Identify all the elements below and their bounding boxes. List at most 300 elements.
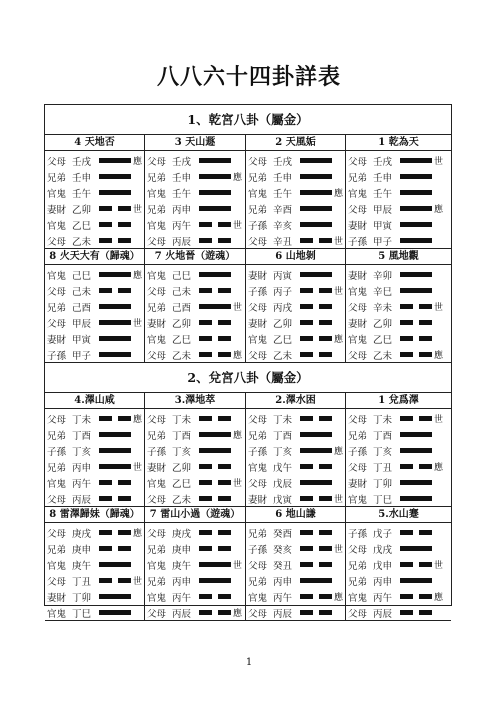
yang-line-bar <box>400 174 432 179</box>
yao-line <box>348 426 449 442</box>
yin-bar-segment <box>300 562 313 567</box>
yin-bar-segment <box>99 578 112 583</box>
yang-bar <box>199 206 231 211</box>
yin-bar-segment <box>419 336 432 341</box>
yin-line-bar <box>199 238 231 243</box>
six-relative: 父母 <box>248 303 268 314</box>
ganzhi: 丙午 <box>273 593 293 604</box>
yao-line <box>147 314 244 330</box>
ganzhi: 丙辰 <box>273 609 293 620</box>
yang-line-bar <box>199 304 231 309</box>
six-relative: 兄弟 <box>47 431 67 442</box>
yang-line-bar <box>199 578 231 583</box>
six-relative: 父母 <box>248 237 268 248</box>
ganzhi: 丙子 <box>273 287 293 298</box>
yin-bar-segment <box>319 594 332 599</box>
yao-line <box>47 410 143 426</box>
yao-line <box>47 426 143 442</box>
ganzhi: 丁巳 <box>373 495 393 506</box>
yin-bar-segment <box>218 222 231 227</box>
yang-line-bar <box>300 480 332 485</box>
hexagram-name: 5.水山蹇 <box>346 507 451 523</box>
six-relative: 子孫 <box>47 447 67 458</box>
yang-line-bar <box>199 562 231 567</box>
ganzhi: 壬申 <box>172 173 192 184</box>
ganzhi: 戊辰 <box>273 479 293 490</box>
yao-line <box>47 346 143 362</box>
yin-bar-segment <box>419 610 432 615</box>
yin-bar-segment <box>99 206 112 211</box>
six-relative: 兄弟 <box>147 173 167 184</box>
yin-line-bar <box>199 416 231 421</box>
yang-line-bar <box>99 448 131 453</box>
ganzhi: 丙申 <box>72 463 92 474</box>
yao-line <box>47 298 143 314</box>
ying-marker: 應 <box>133 529 143 539</box>
yao-line <box>248 588 344 604</box>
yin-bar-segment <box>218 238 231 243</box>
ganzhi: 丁丑 <box>72 577 92 588</box>
shi-marker: 世 <box>233 221 243 231</box>
yang-line-bar <box>199 174 231 179</box>
ganzhi: 辛巳 <box>373 287 393 298</box>
yao-line <box>348 346 449 362</box>
section-heading: 2、兌宮八卦（屬金） <box>45 363 451 393</box>
yin-line-bar <box>400 594 432 599</box>
ganzhi: 丙午 <box>373 593 393 604</box>
yao-line <box>348 442 449 458</box>
yin-bar-segment <box>199 288 212 293</box>
ganzhi: 壬戌 <box>273 157 293 168</box>
yin-bar-segment <box>118 416 131 421</box>
yin-bar-segment <box>199 496 212 501</box>
yin-bar-segment <box>419 320 432 325</box>
yao-line <box>348 604 449 620</box>
yin-bar-segment <box>199 416 212 421</box>
ganzhi: 丙午 <box>172 593 192 604</box>
yao-line <box>47 604 143 620</box>
hexagram-name: 2 天風姤 <box>246 135 346 151</box>
yang-bar <box>400 158 432 163</box>
yang-line-bar <box>99 174 131 179</box>
yao-line <box>248 232 344 248</box>
yin-line-bar <box>400 352 432 357</box>
yao-line <box>248 298 344 314</box>
ganzhi: 己巳 <box>72 271 92 282</box>
yin-bar-segment <box>319 352 332 357</box>
yao-line <box>147 426 244 442</box>
yao-line <box>47 474 143 490</box>
six-relative: 官鬼 <box>348 287 368 298</box>
six-relative: 父母 <box>147 157 167 168</box>
ganzhi: 壬戌 <box>373 157 393 168</box>
yin-line-bar <box>400 530 432 535</box>
yin-bar-segment <box>99 530 112 535</box>
yin-line-bar <box>400 562 432 567</box>
yin-line-bar <box>199 594 231 599</box>
yang-line-bar <box>400 288 432 293</box>
page-number: 1 <box>245 657 253 668</box>
six-relative: 父母 <box>47 577 67 588</box>
ganzhi: 乙卯 <box>172 463 192 474</box>
yin-bar-segment <box>218 594 231 599</box>
ganzhi: 壬午 <box>373 189 393 200</box>
yao-line <box>248 490 344 506</box>
ganzhi: 己酉 <box>172 303 192 314</box>
yang-line-bar <box>300 190 332 195</box>
yao-line <box>147 200 244 216</box>
ganzhi: 辛卯 <box>373 271 393 282</box>
yin-line-bar <box>99 238 131 243</box>
yin-line-bar <box>99 288 131 293</box>
ganzhi: 乙卯 <box>72 205 92 216</box>
yao-line <box>348 474 449 490</box>
yin-bar-segment <box>300 304 313 309</box>
yao-line <box>348 152 449 168</box>
yin-line-bar <box>300 320 332 325</box>
yao-line <box>47 442 143 458</box>
yin-bar-segment <box>99 496 112 501</box>
yin-bar-segment <box>419 304 432 309</box>
yang-bar <box>400 448 432 453</box>
yao-line <box>47 184 143 200</box>
yin-bar-segment <box>218 464 231 469</box>
yin-bar-segment <box>218 530 231 535</box>
yao-line <box>348 588 449 604</box>
yin-line-bar <box>199 222 231 227</box>
six-relative: 官鬼 <box>248 463 268 474</box>
yao-line <box>147 572 244 588</box>
yang-line-bar <box>400 432 432 437</box>
yao-line <box>348 572 449 588</box>
shi-marker: 世 <box>434 561 444 571</box>
yin-bar-segment <box>218 416 231 421</box>
yin-bar-segment <box>118 206 131 211</box>
yao-line <box>248 426 344 442</box>
yang-line-bar <box>400 578 432 583</box>
yin-bar-segment <box>199 594 212 599</box>
yao-line <box>147 232 244 248</box>
yin-bar-segment <box>300 530 313 535</box>
yao-line <box>147 152 244 168</box>
yin-bar-segment <box>419 562 432 567</box>
ganzhi: 壬申 <box>273 173 293 184</box>
yao-line <box>248 442 344 458</box>
six-relative: 兄弟 <box>147 303 167 314</box>
ganzhi: 乙卯 <box>273 319 293 330</box>
hexagram-name: 1 乾為天 <box>346 135 451 151</box>
yin-line-bar <box>199 320 231 325</box>
yang-bar <box>400 480 432 485</box>
yang-bar <box>400 578 432 583</box>
hexagram-cell <box>145 265 246 363</box>
yin-line-bar <box>99 222 131 227</box>
yang-bar <box>199 578 231 583</box>
yin-bar-segment <box>419 352 432 357</box>
yang-line-bar <box>99 610 131 615</box>
yang-line-bar <box>99 320 131 325</box>
yang-bar <box>99 464 131 469</box>
shi-marker: 世 <box>233 479 243 489</box>
ying-marker: 應 <box>133 415 143 425</box>
yin-line-bar <box>199 352 231 357</box>
hexagram-name: 5 風地觀 <box>346 249 451 265</box>
yin-bar-segment <box>319 562 332 567</box>
yin-bar-segment <box>300 416 313 421</box>
yang-bar <box>199 174 231 179</box>
ganzhi: 丁酉 <box>273 431 293 442</box>
yin-line-bar <box>400 610 432 615</box>
yang-line-bar <box>99 352 131 357</box>
yang-line-bar <box>300 432 332 437</box>
six-relative: 兄弟 <box>248 577 268 588</box>
shi-marker: 世 <box>334 237 344 247</box>
yao-line <box>248 572 344 588</box>
six-relative: 兄弟 <box>348 173 368 184</box>
yin-line-bar <box>99 530 131 535</box>
yang-bar <box>300 578 332 583</box>
shi-marker: 世 <box>334 545 344 555</box>
six-relative: 父母 <box>147 529 167 540</box>
ganzhi: 丁亥 <box>172 447 192 458</box>
six-relative: 兄弟 <box>47 463 67 474</box>
ganzhi: 甲辰 <box>373 205 393 216</box>
yin-bar-segment <box>319 320 332 325</box>
yang-bar <box>99 320 131 325</box>
six-relative: 兄弟 <box>47 303 67 314</box>
yao-line <box>248 474 344 490</box>
ganzhi: 己酉 <box>72 303 92 314</box>
yin-bar-segment <box>300 496 313 501</box>
yao-line <box>147 556 244 572</box>
ganzhi: 丁酉 <box>172 431 192 442</box>
six-relative: 父母 <box>248 609 268 620</box>
hexagram-name: 3 天山遯 <box>145 135 246 151</box>
ganzhi: 乙巳 <box>172 335 192 346</box>
yang-bar <box>199 304 231 309</box>
yin-line-bar <box>400 304 432 309</box>
yin-bar-segment <box>118 480 131 485</box>
six-relative: 兄弟 <box>147 431 167 442</box>
yang-line-bar <box>400 238 432 243</box>
hexagram-cell <box>246 265 346 363</box>
yang-line-bar <box>400 546 432 551</box>
yao-line <box>47 490 143 506</box>
yang-bar <box>99 158 131 163</box>
yin-line-bar <box>300 336 332 341</box>
yin-bar-segment <box>400 530 413 535</box>
six-relative: 官鬼 <box>47 561 67 572</box>
yao-line <box>248 604 344 620</box>
six-relative: 父母 <box>348 351 368 362</box>
six-relative: 父母 <box>248 479 268 490</box>
yang-bar <box>300 272 332 277</box>
yao-line <box>147 442 244 458</box>
ganzhi: 甲寅 <box>72 335 92 346</box>
ganzhi: 丁卯 <box>72 593 92 604</box>
yin-bar-segment <box>300 238 313 243</box>
hexagram-cell <box>346 409 451 507</box>
six-relative: 父母 <box>147 415 167 426</box>
six-relative: 父母 <box>348 545 368 556</box>
yang-line-bar <box>199 206 231 211</box>
yang-line-bar <box>400 272 432 277</box>
yao-line <box>147 216 244 232</box>
yao-line <box>348 184 449 200</box>
ganzhi: 己巳 <box>172 271 192 282</box>
ganzhi: 戊午 <box>273 463 293 474</box>
six-relative: 父母 <box>47 287 67 298</box>
yao-line <box>348 458 449 474</box>
yin-bar-segment <box>218 610 231 615</box>
yao-line <box>248 152 344 168</box>
six-relative: 兄弟 <box>47 173 67 184</box>
yao-line <box>147 540 244 556</box>
six-relative: 官鬼 <box>348 335 368 346</box>
yin-bar-segment <box>319 304 332 309</box>
ganzhi: 甲寅 <box>373 221 393 232</box>
shi-marker: 世 <box>133 205 143 215</box>
yin-line-bar <box>400 416 432 421</box>
yin-line-bar <box>300 352 332 357</box>
yin-bar-segment <box>419 464 432 469</box>
yang-line-bar <box>300 222 332 227</box>
shi-marker: 世 <box>133 319 143 329</box>
hexagram-name: 2.澤水困 <box>246 393 346 409</box>
yao-line <box>147 346 244 362</box>
ganzhi: 丁亥 <box>373 447 393 458</box>
yang-bar <box>300 190 332 195</box>
yang-line-bar <box>99 304 131 309</box>
yin-line-bar <box>300 562 332 567</box>
six-relative: 官鬼 <box>348 189 368 200</box>
yin-bar-segment <box>300 610 313 615</box>
ganzhi: 乙未 <box>273 351 293 362</box>
yao-line <box>147 410 244 426</box>
yin-bar-segment <box>319 610 332 615</box>
hexagram-name: 8 火天大有（歸魂） <box>45 249 145 265</box>
ying-marker: 應 <box>434 593 444 603</box>
ganzhi: 甲子 <box>72 351 92 362</box>
shi-marker: 世 <box>434 157 444 167</box>
ganzhi: 乙巳 <box>273 335 293 346</box>
six-relative: 子孫 <box>348 529 368 540</box>
ganzhi: 丁酉 <box>373 431 393 442</box>
yao-line <box>248 458 344 474</box>
yao-line <box>348 556 449 572</box>
hexagram-cell <box>246 151 346 249</box>
yin-line-bar <box>199 336 231 341</box>
six-relative: 父母 <box>47 237 67 248</box>
ganzhi: 丙申 <box>273 577 293 588</box>
yao-line <box>147 168 244 184</box>
yang-line-bar <box>99 336 131 341</box>
ganzhi: 壬午 <box>172 189 192 200</box>
yin-bar-segment <box>300 594 313 599</box>
six-relative: 父母 <box>348 303 368 314</box>
yin-bar-segment <box>118 578 131 583</box>
yao-line <box>47 266 143 282</box>
hexagram-name: 8 雷澤歸妹（歸魂） <box>45 507 145 523</box>
hexagram-cell <box>246 523 346 621</box>
six-relative: 官鬼 <box>47 609 67 620</box>
yang-bar <box>99 352 131 357</box>
yao-line <box>248 216 344 232</box>
yang-bar <box>99 448 131 453</box>
yao-line <box>147 604 244 620</box>
yang-bar <box>400 238 432 243</box>
ying-marker: 應 <box>233 173 243 183</box>
yin-bar-segment <box>199 238 212 243</box>
yin-bar-segment <box>400 464 413 469</box>
yang-line-bar <box>300 448 332 453</box>
yang-line-bar <box>199 432 231 437</box>
yin-bar-segment <box>118 238 131 243</box>
ying-marker: 應 <box>434 351 444 361</box>
six-relative: 兄弟 <box>348 561 368 572</box>
six-relative: 官鬼 <box>147 593 167 604</box>
yin-line-bar <box>199 480 231 485</box>
ganzhi: 丙申 <box>373 577 393 588</box>
ganzhi: 丙午 <box>72 479 92 490</box>
six-relative: 官鬼 <box>348 495 368 506</box>
yang-bar <box>99 272 131 277</box>
ganzhi: 丁卯 <box>373 479 393 490</box>
yao-line <box>348 410 449 426</box>
yin-bar-segment <box>199 222 212 227</box>
six-relative: 子孫 <box>248 545 268 556</box>
ganzhi: 戊寅 <box>273 495 293 506</box>
yao-line <box>348 200 449 216</box>
yao-line <box>47 168 143 184</box>
ganzhi: 乙未 <box>72 237 92 248</box>
ganzhi: 壬午 <box>72 189 92 200</box>
six-relative: 妻財 <box>348 319 368 330</box>
ying-marker: 應 <box>233 609 243 619</box>
six-relative: 父母 <box>147 495 167 506</box>
shi-marker: 世 <box>233 561 243 571</box>
yao-line <box>248 282 344 298</box>
ganzhi: 壬戌 <box>72 157 92 168</box>
yao-line <box>248 556 344 572</box>
ganzhi: 癸丑 <box>273 561 293 572</box>
hexagram-name: 4 天地否 <box>45 135 145 151</box>
yin-bar-segment <box>300 288 313 293</box>
yin-bar-segment <box>199 336 212 341</box>
six-relative: 妻財 <box>348 479 368 490</box>
yin-line-bar <box>99 578 131 583</box>
yin-bar-segment <box>99 416 112 421</box>
yang-line-bar <box>300 158 332 163</box>
yao-line <box>348 266 449 282</box>
hexagram-cell <box>145 409 246 507</box>
yang-bar <box>400 272 432 277</box>
yin-bar-segment <box>319 238 332 243</box>
six-relative: 父母 <box>47 415 67 426</box>
yang-bar <box>400 190 432 195</box>
yao-line <box>147 474 244 490</box>
six-relative: 兄弟 <box>348 431 368 442</box>
six-relative: 兄弟 <box>47 545 67 556</box>
six-relative: 父母 <box>348 157 368 168</box>
six-relative: 子孫 <box>248 447 268 458</box>
yin-line-bar <box>300 304 332 309</box>
yang-line-bar <box>199 190 231 195</box>
yang-line-bar <box>400 448 432 453</box>
ganzhi: 丙辰 <box>172 609 192 620</box>
six-relative: 官鬼 <box>147 335 167 346</box>
ganzhi: 壬戌 <box>172 157 192 168</box>
